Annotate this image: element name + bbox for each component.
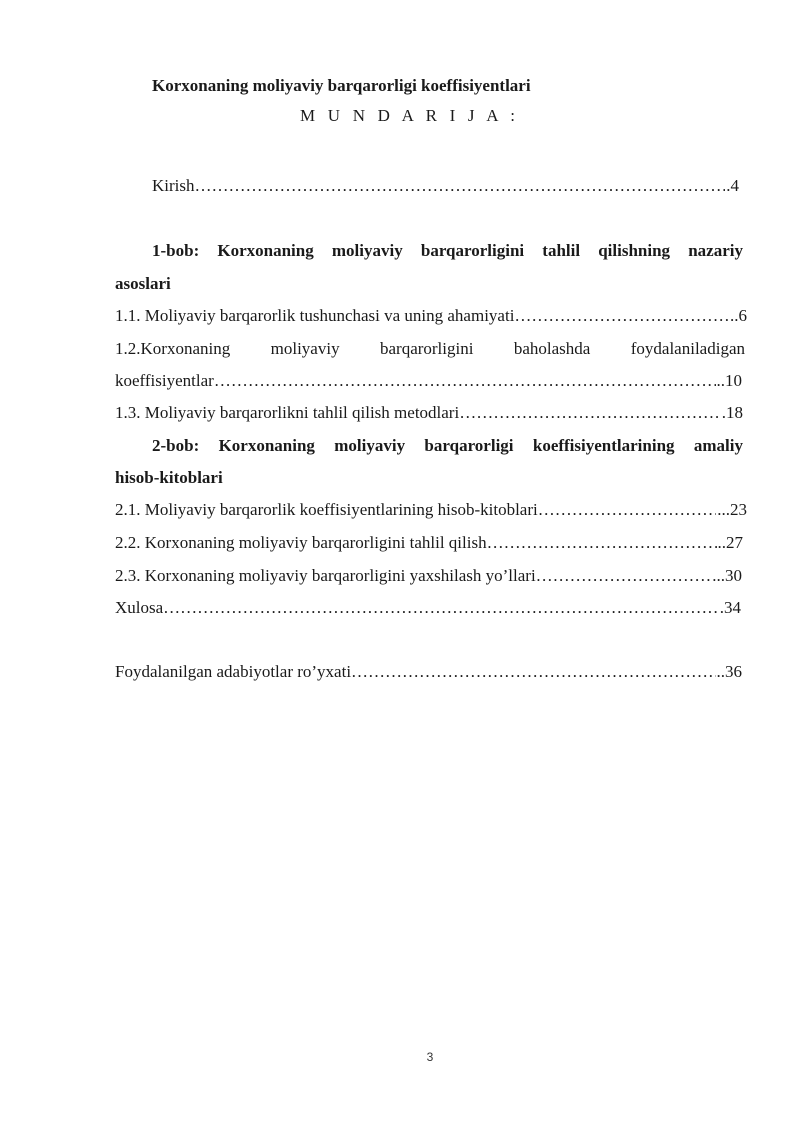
toc-entry-conclusion — [115, 598, 741, 618]
heading-word: tahlil — [542, 241, 581, 260]
toc-entry-2-1 — [115, 500, 747, 520]
dot-leader — [487, 533, 717, 553]
toc-entry-1-2-line1 — [115, 339, 745, 359]
toc-entry-1-1 — [115, 306, 747, 326]
heading-word: barqarorligini — [420, 241, 525, 260]
toc-page: .4 — [726, 176, 739, 195]
toc-chapter2-heading — [152, 436, 743, 456]
toc-page: ..36 — [716, 662, 742, 681]
toc-chapter1-heading-cont: asoslari — [115, 274, 171, 293]
toc-label: Foydalanilgan adabiyotlar ro’yxati — [115, 662, 352, 681]
dot-leader — [536, 566, 712, 586]
heading-word: amaliy — [693, 436, 743, 455]
heading-word: 1-bob: — [152, 241, 200, 260]
heading-word: moliyaviy — [331, 241, 403, 260]
entry-word: baholashda — [513, 339, 591, 358]
toc-label: 2.3. Korxonaning moliyaviy barqarorligini yaxshilash yo’llari — [115, 566, 536, 585]
heading-word: 2-bob: — [152, 436, 200, 455]
toc-page: ..10 — [716, 371, 742, 390]
toc-label: 1.3. Moliyaviy barqarorlikni tahlil qilish metodlari — [115, 403, 460, 422]
toc-page: .18 — [721, 403, 743, 422]
heading-word: Korxonaning — [218, 436, 315, 455]
heading-word: qilishning — [598, 241, 671, 260]
dot-leader — [214, 371, 716, 391]
dot-leader — [514, 306, 729, 326]
dot-leader — [163, 598, 719, 618]
toc-entry-references — [115, 662, 742, 682]
page-number: 3 — [426, 1050, 434, 1064]
toc-page: ...30 — [712, 566, 742, 585]
toc-entry-1-3 — [115, 403, 743, 423]
dot-leader — [459, 403, 721, 423]
dot-leader — [351, 662, 715, 682]
toc-entry-1-2-line2 — [115, 371, 742, 391]
toc-page: ..6 — [730, 306, 747, 325]
toc-label: Xulosa — [115, 598, 164, 617]
toc-label: 2.1. Moliyaviy barqarorlik koeffisiyentlarining hisob-kitoblari — [115, 500, 538, 519]
toc-label: Kirish — [152, 176, 195, 195]
toc-label: koeffisiyentlar — [115, 371, 214, 390]
toc-entry-2-3 — [115, 566, 742, 586]
toc-chapter1-heading — [152, 241, 743, 261]
heading-word: Korxonaning — [217, 241, 314, 260]
heading-word: moliyaviy — [334, 436, 406, 455]
toc-page: .34 — [719, 598, 741, 617]
entry-word: foydalaniladigan — [630, 339, 745, 358]
heading-word: nazariy — [688, 241, 743, 260]
toc-label: 2.2. Korxonaning moliyaviy barqarorligini tahlil qilish — [115, 533, 487, 552]
toc-entry-2-2 — [115, 533, 743, 553]
dot-leader — [195, 176, 726, 196]
toc-page: ...23 — [717, 500, 747, 519]
heading-word: koeffisiyentlarining — [532, 436, 675, 455]
entry-word: barqarorligini — [379, 339, 474, 358]
document-title: Korxonaning moliyaviy barqarorligi koeffisiyentlari — [152, 76, 531, 95]
toc-label: 1.1. Moliyaviy barqarorlik tushunchasi va uning ahamiyati — [115, 306, 515, 325]
toc-entry-intro — [152, 176, 739, 196]
toc-chapter2-heading-cont: hisob-kitoblari — [115, 468, 223, 487]
entry-word: moliyaviy — [270, 339, 340, 358]
entry-word: 1.2.Korxonaning — [115, 339, 231, 358]
contents-heading: M U N D A R I J A : — [300, 106, 520, 125]
heading-word: barqarorligi — [424, 436, 514, 455]
toc-page: ..27 — [717, 533, 743, 552]
dot-leader — [538, 500, 717, 520]
